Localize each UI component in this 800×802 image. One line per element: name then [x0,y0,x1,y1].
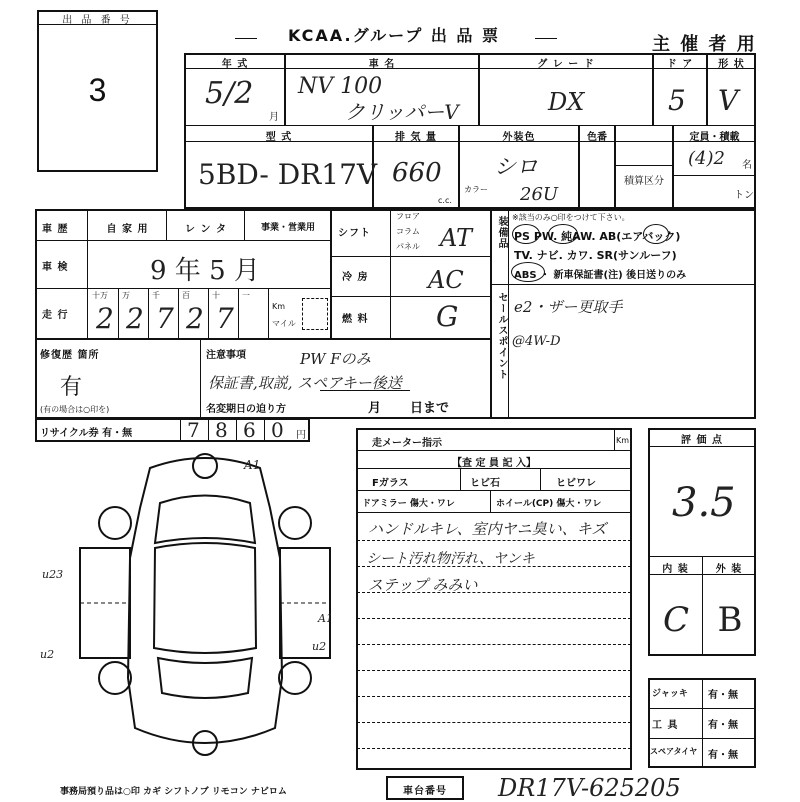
value-shaken: 9 年 5 月 [150,256,260,286]
label-doors: ド ア [666,59,694,70]
mileage-digit-value: 7 [156,302,174,335]
value-exterior: B [717,600,743,640]
mileage-digit-label: 十万 [92,291,108,300]
label-meter: 走メーター指示 [372,438,442,449]
equip-row-1: PS PW. 純AW. AB(エアバック) [514,230,681,243]
label-inspector: 【査 定 員 記 入】 [452,458,536,469]
header-title: KCAA.グループ 出 品 票 [288,26,500,45]
value-model: 5BD- DR17V [198,158,378,191]
aircon-fuel [331,296,490,297]
col-repair [200,339,201,419]
header-host: 主 催 者 用 [652,34,757,55]
header-dash-left [235,38,257,39]
label-yen: 円 [296,430,306,441]
shift-aircon [331,256,490,257]
car-rear-glass [158,658,252,698]
label-mile: マイル [272,319,296,328]
hist-line [36,240,330,241]
lot-number: 3 [88,72,107,108]
value-shape: V [718,84,739,117]
lot-label: 出 品 番 号 [62,15,133,26]
col-shift-start [330,210,332,338]
label-crack: ヒビワレ [556,478,596,489]
recycle-cell-divider [236,419,237,441]
label-displacement: 排 気 量 [395,132,437,143]
insp-line1 [357,450,631,451]
keys-note: 事務局預り品は○印 カギ シフトノブ リモコン ナビロム [60,787,287,797]
label-year: 年 式 [221,59,249,70]
diagram-mark-u2-left: u2 [40,648,55,661]
car-body [128,458,282,743]
mileage-digit-value: 2 [186,302,204,335]
label-rental: レ ン タ [185,224,227,235]
circle-pw [548,224,578,244]
col-colorno [614,126,616,209]
repair-note: (有の場合は○印を) [40,405,110,414]
value-shift: AT [440,224,473,252]
insp-line3 [357,490,631,491]
label-notes: 注意事項 [206,350,246,361]
equip-sales [491,284,755,285]
label-tools: 工 具 [652,720,679,731]
label-fuel: 燃 料 [342,314,369,325]
value-year: 5/2 [205,76,254,111]
mileage-digit-value: 2 [126,302,144,335]
label-car-name: 車 名 [368,59,396,70]
shaken-line [36,288,330,289]
value-interior: C [662,600,689,640]
mileage-cell-divider [178,289,179,338]
car-windshield [155,496,255,544]
remark-rule [357,644,631,645]
value-sales-2: @4W-D [512,334,561,349]
label-month: 月 [368,401,383,416]
mileage-digit-label: 一 [242,291,250,300]
recycle-cell-divider [180,419,181,441]
equipment-note: ※該当のみ○印をつけて下さい。 [512,213,630,222]
label-chip: ヒビ石 [470,478,500,489]
value-score: 3.5 [672,480,736,526]
spare-yesno: 有・無 [708,750,738,761]
label-recycle: リサイクル券 有・無 [40,428,133,439]
wheel-rl [99,662,131,694]
hist-c2 [244,210,245,240]
mirror-c [490,491,491,512]
mileage-cell-divider [148,289,149,338]
mileage-digit-label: 十 [212,291,220,300]
cap-split [673,175,755,176]
value-notes-2: 保証書,取説, スペアキー後送 [208,374,402,392]
label-floor: フロア [396,212,420,221]
circle-abs [511,262,545,282]
equip-row-3: ABS ・ 新車保証書(注) 後日送りのみ [514,270,687,281]
mid-split [615,165,672,166]
wheel-rr [279,662,311,694]
value-repair: 有 [60,375,83,400]
value-grade: DX [548,88,585,116]
label-meter-km: Km [616,436,630,445]
label-exterior: 外 装 [715,564,743,575]
label-inspection-class: 積算区分 [624,176,664,187]
label-business: 事業・営業用 [260,223,315,233]
mileage-digit-value: 2 [96,302,114,335]
meter-split [614,429,615,450]
glass-c2 [540,469,541,490]
label-wheel: ホイール(CP) 傷大・ワレ [496,499,602,509]
col-equip [490,210,492,419]
recycle-cell-divider [208,419,209,441]
insp-line4 [357,512,631,513]
label-cc: c.c. [438,196,452,205]
label-grade: グ レ ー ド [537,59,595,70]
label-color-no: 色番 [587,132,607,143]
jack-yesno: 有・無 [708,690,738,701]
label-private-use: 自 家 用 [106,224,149,235]
equip-row-2: TV. ナビ. カワ. SR(サンルーフ) [514,249,677,262]
label-deadline: 名変期日の迫り方 [206,404,286,415]
tools-yesno: 有・無 [708,720,738,731]
diagram-mark-a1-top: A1 [244,458,261,472]
label-exterior-color: 外装色 [502,132,536,143]
remark-2: シート汚れ物汚れ、ヤンキ [366,551,535,567]
label-aircon: 冷 房 [342,272,369,283]
notes-underline [320,390,410,391]
acc-vsplit [702,679,703,767]
recycle-cell-divider [264,419,265,441]
mile-line [36,338,491,340]
label-sales-point: セールスポイント [496,292,507,380]
label-interior: 内 装 [662,564,689,575]
col-shift-mid [390,210,391,338]
header-dash-right [535,38,557,39]
remark-1: ハンドルキレ、室内ヤニ臭い、キズ [368,520,607,538]
label-ton: トン [734,190,754,201]
mileage-cell-divider [238,289,239,338]
circle-ab [643,224,669,244]
mileage-digit-value: 7 [216,302,234,335]
value-sales-1: e2・ザー更取手 [514,298,623,316]
mileage-cell-divider [208,289,209,338]
remark-rule [357,722,631,723]
label-spare: スペアタイヤ [650,747,698,756]
glass-c1 [460,469,461,490]
label-model: 型 式 [265,132,293,143]
label-column: コラム [396,227,420,236]
car-diagram [70,448,340,768]
value-chassis: DR17V-625205 [498,774,681,802]
label-jack: ジャッキ [652,689,688,699]
label-score: 評 価 点 [681,435,723,446]
hist-c1 [166,210,167,240]
label-day: 日まで [410,401,450,416]
col-left-label [87,210,88,338]
recycle-digit-value: 7 [187,418,200,442]
recycle-digit-value: 0 [271,418,284,442]
recycle-digit-value: 8 [215,418,228,442]
label-shaken: 車 検 [42,262,69,273]
label-equipment: 装備品 [496,216,507,249]
label-mileage: 走 行 [42,310,69,321]
mileage-digit-label: 万 [122,291,130,300]
value-notes-1: PW Fのみ [300,350,371,368]
mileage-cell-divider [118,289,119,338]
mileage-digit-label: 千 [152,291,160,300]
label-km: Km [272,302,286,311]
diagram-mark-a1-right: A1 [318,612,333,625]
mileage-digit-label: 百 [182,291,190,300]
remark-3: ステップ みみい [368,576,478,594]
label-mirror: ドアミラー 傷大・ワレ [362,499,455,509]
label-history: 車 歴 [42,224,69,235]
value-color: シロ [494,155,539,180]
label-person: 名 [742,160,752,171]
remark-rule [357,696,631,697]
row1-bottom [185,125,755,126]
diagram-mark-u23: u23 [42,568,64,581]
mileage-cell-divider [268,289,269,338]
remark-rule [357,748,631,749]
value-car-name-2: クリッパーV [345,100,459,124]
value-car-name-1: NV 100 [298,74,383,99]
label-chassis: 車台番号 [403,786,447,797]
wheel-fl [99,507,131,539]
label-fglass: Fガラス [372,478,409,489]
recycle-digit-value: 6 [243,418,256,442]
value-aircon: AC [428,266,464,294]
label-shape: 形 状 [718,59,745,70]
value-year-month: 月 [269,112,279,123]
mile-checkbox[interactable] [302,298,328,330]
circle-ps [512,224,540,244]
value-color-code: 26U [520,184,559,205]
remark-rule [357,540,631,541]
label-color-code: カラー [464,185,488,194]
value-fuel: G [436,300,459,333]
diagram-mark-u2-right: u2 [312,640,327,653]
label-capacity: 定員・積載 [689,132,740,143]
score-header-line [649,446,755,447]
value-displacement: 660 [392,158,442,188]
label-panel: パネル [396,242,420,251]
value-capacity: (4)2 [688,148,725,169]
value-doors: 5 [668,84,686,117]
remark-rule [357,670,631,671]
car-roof [154,543,256,653]
remark-rule [357,618,631,619]
label-shift: シフト [338,228,371,239]
label-repair: 修復歴 箇所 [40,350,100,361]
wheel-fr [279,507,311,539]
